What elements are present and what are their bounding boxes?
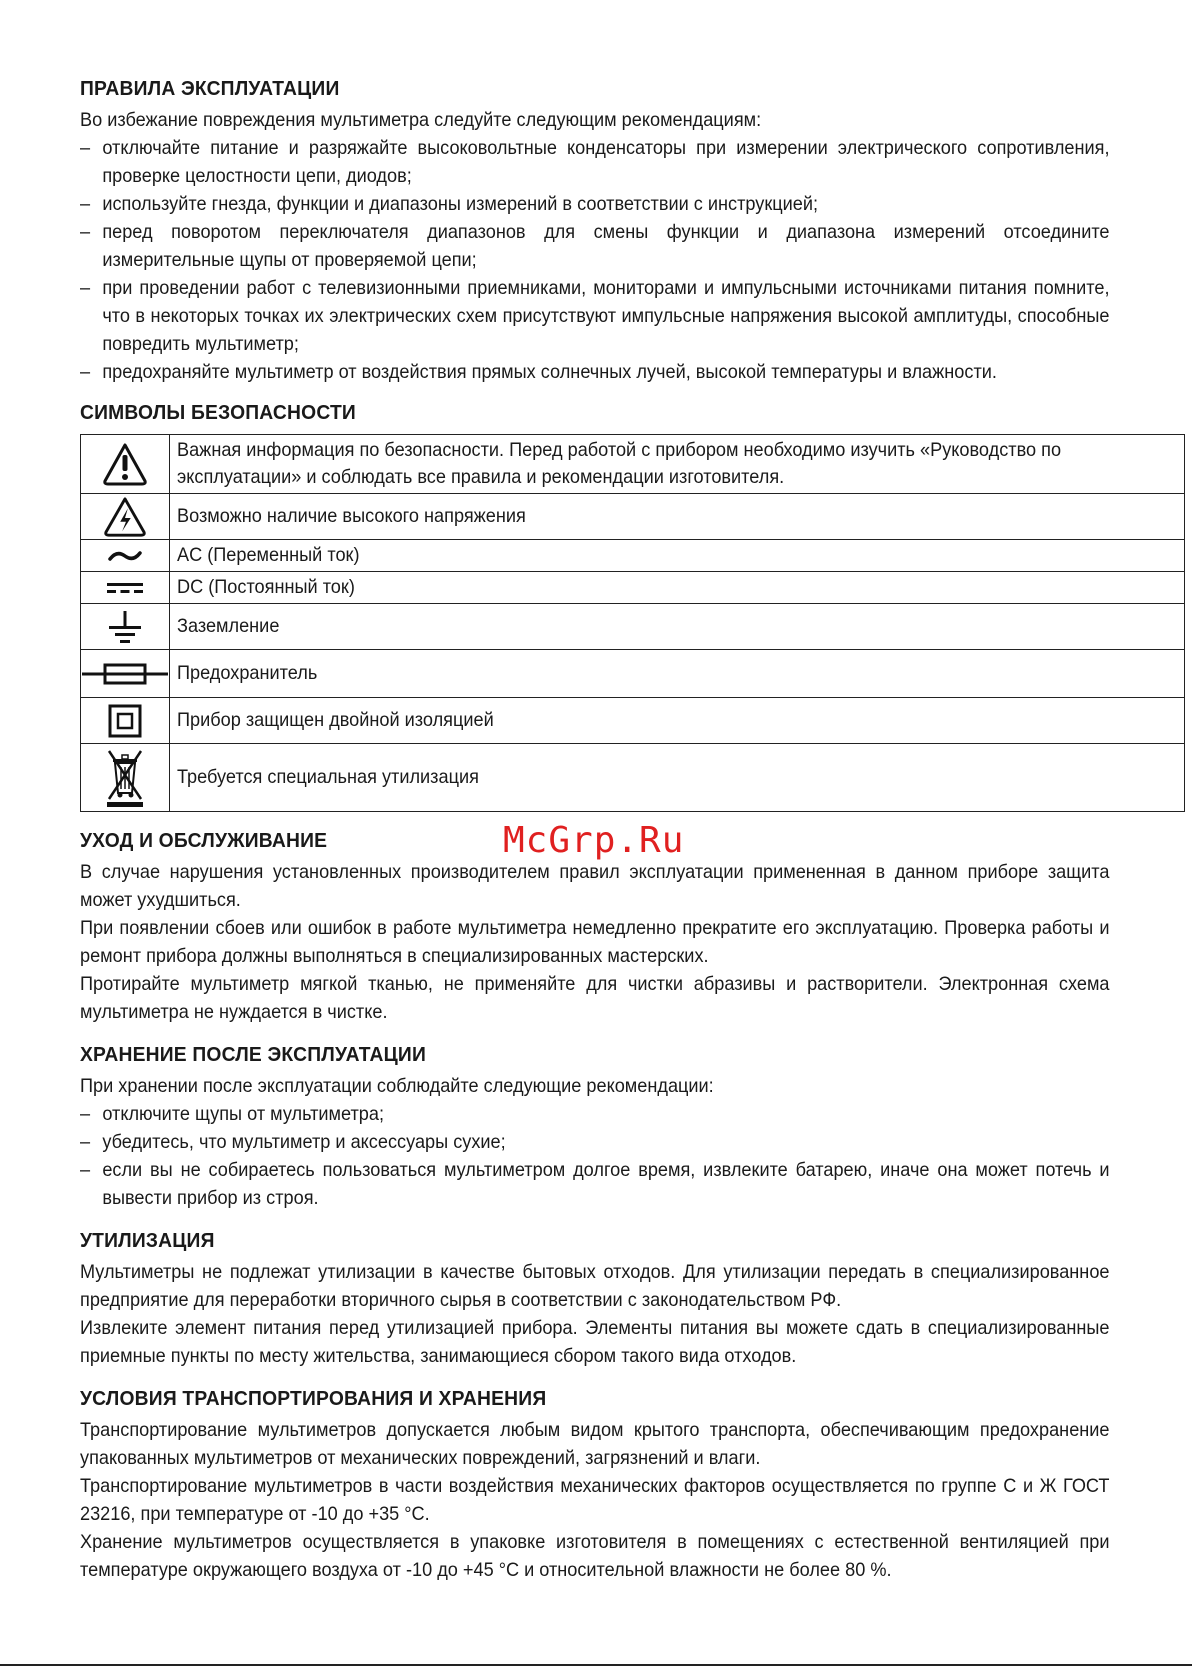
symbols-table — [80, 434, 1185, 812]
warning-triangle-icon — [101, 441, 149, 487]
symbol-desc: Требуется специальная утилизация — [177, 766, 479, 788]
symbol-desc: AC (Переменный ток) — [177, 544, 360, 566]
table-row — [81, 604, 1185, 650]
ground-icon — [105, 609, 145, 645]
disposal-paragraph: Извлеките элемент питания перед утилизацией прибора. Элементы питания вы можете сдать в специализированные приемные пункты по месту жительства, занимающиеся сбором такого вида отходов. — [80, 1317, 1110, 1367]
symbol-desc: Заземление — [177, 615, 280, 637]
table-row — [81, 698, 1185, 744]
rules-heading: ПРАВИЛА ЭКСПЛУАТАЦИИ — [80, 77, 340, 100]
care-paragraph: При появлении сбоев или ошибок в работе мультиметра немедленно прекратите его эксплуатацию. Проверка работы и ремонт прибора должны выполняться в специализированных мастерских. — [80, 917, 1110, 967]
symbol-desc: DC (Постоянный ток) — [177, 576, 355, 598]
list-item: – используйте гнезда, функции и диапазоны измерений в соответствии с инструкцией; — [80, 190, 1110, 218]
list-item: – если вы не собираетесь пользоваться мультиметром долгое время, извлеките батарею, иначе она может потечь и вывести прибор из строя. — [80, 1156, 1110, 1212]
table-row — [81, 540, 1185, 572]
bottom-divider — [0, 1664, 1192, 1666]
table-row — [81, 650, 1185, 698]
section-disposal — [80, 1228, 1110, 1370]
list-item: – отключайте питание и разряжайте высоковольтные конденсаторы при измерении электрического сопротивления, проверке целостности цепи, диодов; — [80, 134, 1110, 190]
section-transport — [80, 1386, 1110, 1584]
symbol-desc: Важная информация по безопасности. Перед работой с прибором необходимо изучить «Руководство по эксплуатации» и соблюдать все правила и рекомендации изготовителя. — [177, 439, 1062, 488]
transport-paragraph: Транспортирование мультиметров в части воздействия механических факторов осуществляется по группе С и Ж ГОСТ 23216, при температуре от -10 до +35 °С. — [80, 1475, 1110, 1525]
section-rules — [80, 76, 1110, 386]
crossed-bin-icon — [103, 747, 147, 809]
list-item: – перед поворотом переключателя диапазонов для смены функции и диапазона измерений отсоедините измерительные щупы от проверяемой цепи; — [80, 218, 1110, 274]
care-paragraph: Протирайте мультиметр мягкой тканью, не применяйте для чистки абразивы и растворители. Электронная схема мультиметра не нуждается в чистке. — [80, 973, 1110, 1023]
table-row — [81, 435, 1185, 494]
storage-heading: ХРАНЕНИЕ ПОСЛЕ ЭКСПЛУАТАЦИИ — [80, 1043, 427, 1066]
section-storage — [80, 1042, 1110, 1212]
symbols-heading: СИМВОЛЫ БЕЗОПАСНОСТИ — [80, 401, 356, 424]
table-row — [81, 494, 1185, 540]
table-row — [81, 744, 1185, 812]
dc-icon — [105, 581, 145, 595]
disposal-paragraph: Мультиметры не подлежат утилизации в качестве бытовых отходов. Для утилизации передать в специализированное предприятие для переработки вторичного сырья в соответствии с законодательством РФ. — [80, 1261, 1110, 1311]
symbol-desc: Предохранитель — [177, 662, 318, 684]
list-item: – убедитесь, что мультиметр и аксессуары сухие; — [80, 1128, 1110, 1156]
section-symbols — [80, 400, 1110, 812]
list-item: – отключите щупы от мультиметра; — [80, 1100, 1110, 1128]
fuse-icon — [81, 662, 169, 686]
watermark: McGrp.Ru — [503, 820, 685, 861]
symbol-desc: Возможно наличие высокого напряжения — [177, 505, 526, 527]
rules-intro: Во избежание повреждения мультиметра следуйте следующим рекомендациям: — [80, 109, 762, 131]
list-item: – при проведении работ с телевизионными приемниками, мониторами и импульсными источниками питания помните, что в некоторых точках их электрических схем присутствуют импульсные напряжения высокой амплитуды, способные повредить мультиметр; — [80, 274, 1110, 358]
high-voltage-icon — [102, 496, 148, 538]
ac-tilde-icon — [107, 548, 143, 564]
table-row — [81, 572, 1185, 604]
double-insulation-icon — [108, 704, 142, 738]
transport-heading: УСЛОВИЯ ТРАНСПОРТИРОВАНИЯ И ХРАНЕНИЯ — [80, 1387, 547, 1410]
rules-list — [80, 134, 1110, 386]
transport-paragraph: Транспортирование мультиметров допускается любым видом крытого транспорта, обеспечивающим предохранение упакованных мультиметров от механических повреждений, загрязнений и влаги. — [80, 1419, 1110, 1469]
storage-list — [80, 1100, 1110, 1212]
care-heading: УХОД И ОБСЛУЖИВАНИЕ — [80, 829, 328, 852]
disposal-heading: УТИЛИЗАЦИЯ — [80, 1229, 215, 1252]
storage-intro: При хранении после эксплуатации соблюдайте следующие рекомендации: — [80, 1075, 714, 1097]
list-item: – предохраняйте мультиметр от воздействия прямых солнечных лучей, высокой температуры и влажности. — [80, 358, 1110, 386]
care-paragraph: В случае нарушения установленных производителем правил эксплуатации примененная в данном приборе защита может ухудшиться. — [80, 861, 1110, 911]
symbol-desc: Прибор защищен двойной изоляцией — [177, 709, 494, 731]
transport-paragraph: Хранение мультиметров осуществляется в упаковке изготовителя в помещениях с естественной вентиляцией при температуре окружающего воздуха от -10 до +45 °С и относительной влажности не более 80 %. — [80, 1531, 1110, 1581]
